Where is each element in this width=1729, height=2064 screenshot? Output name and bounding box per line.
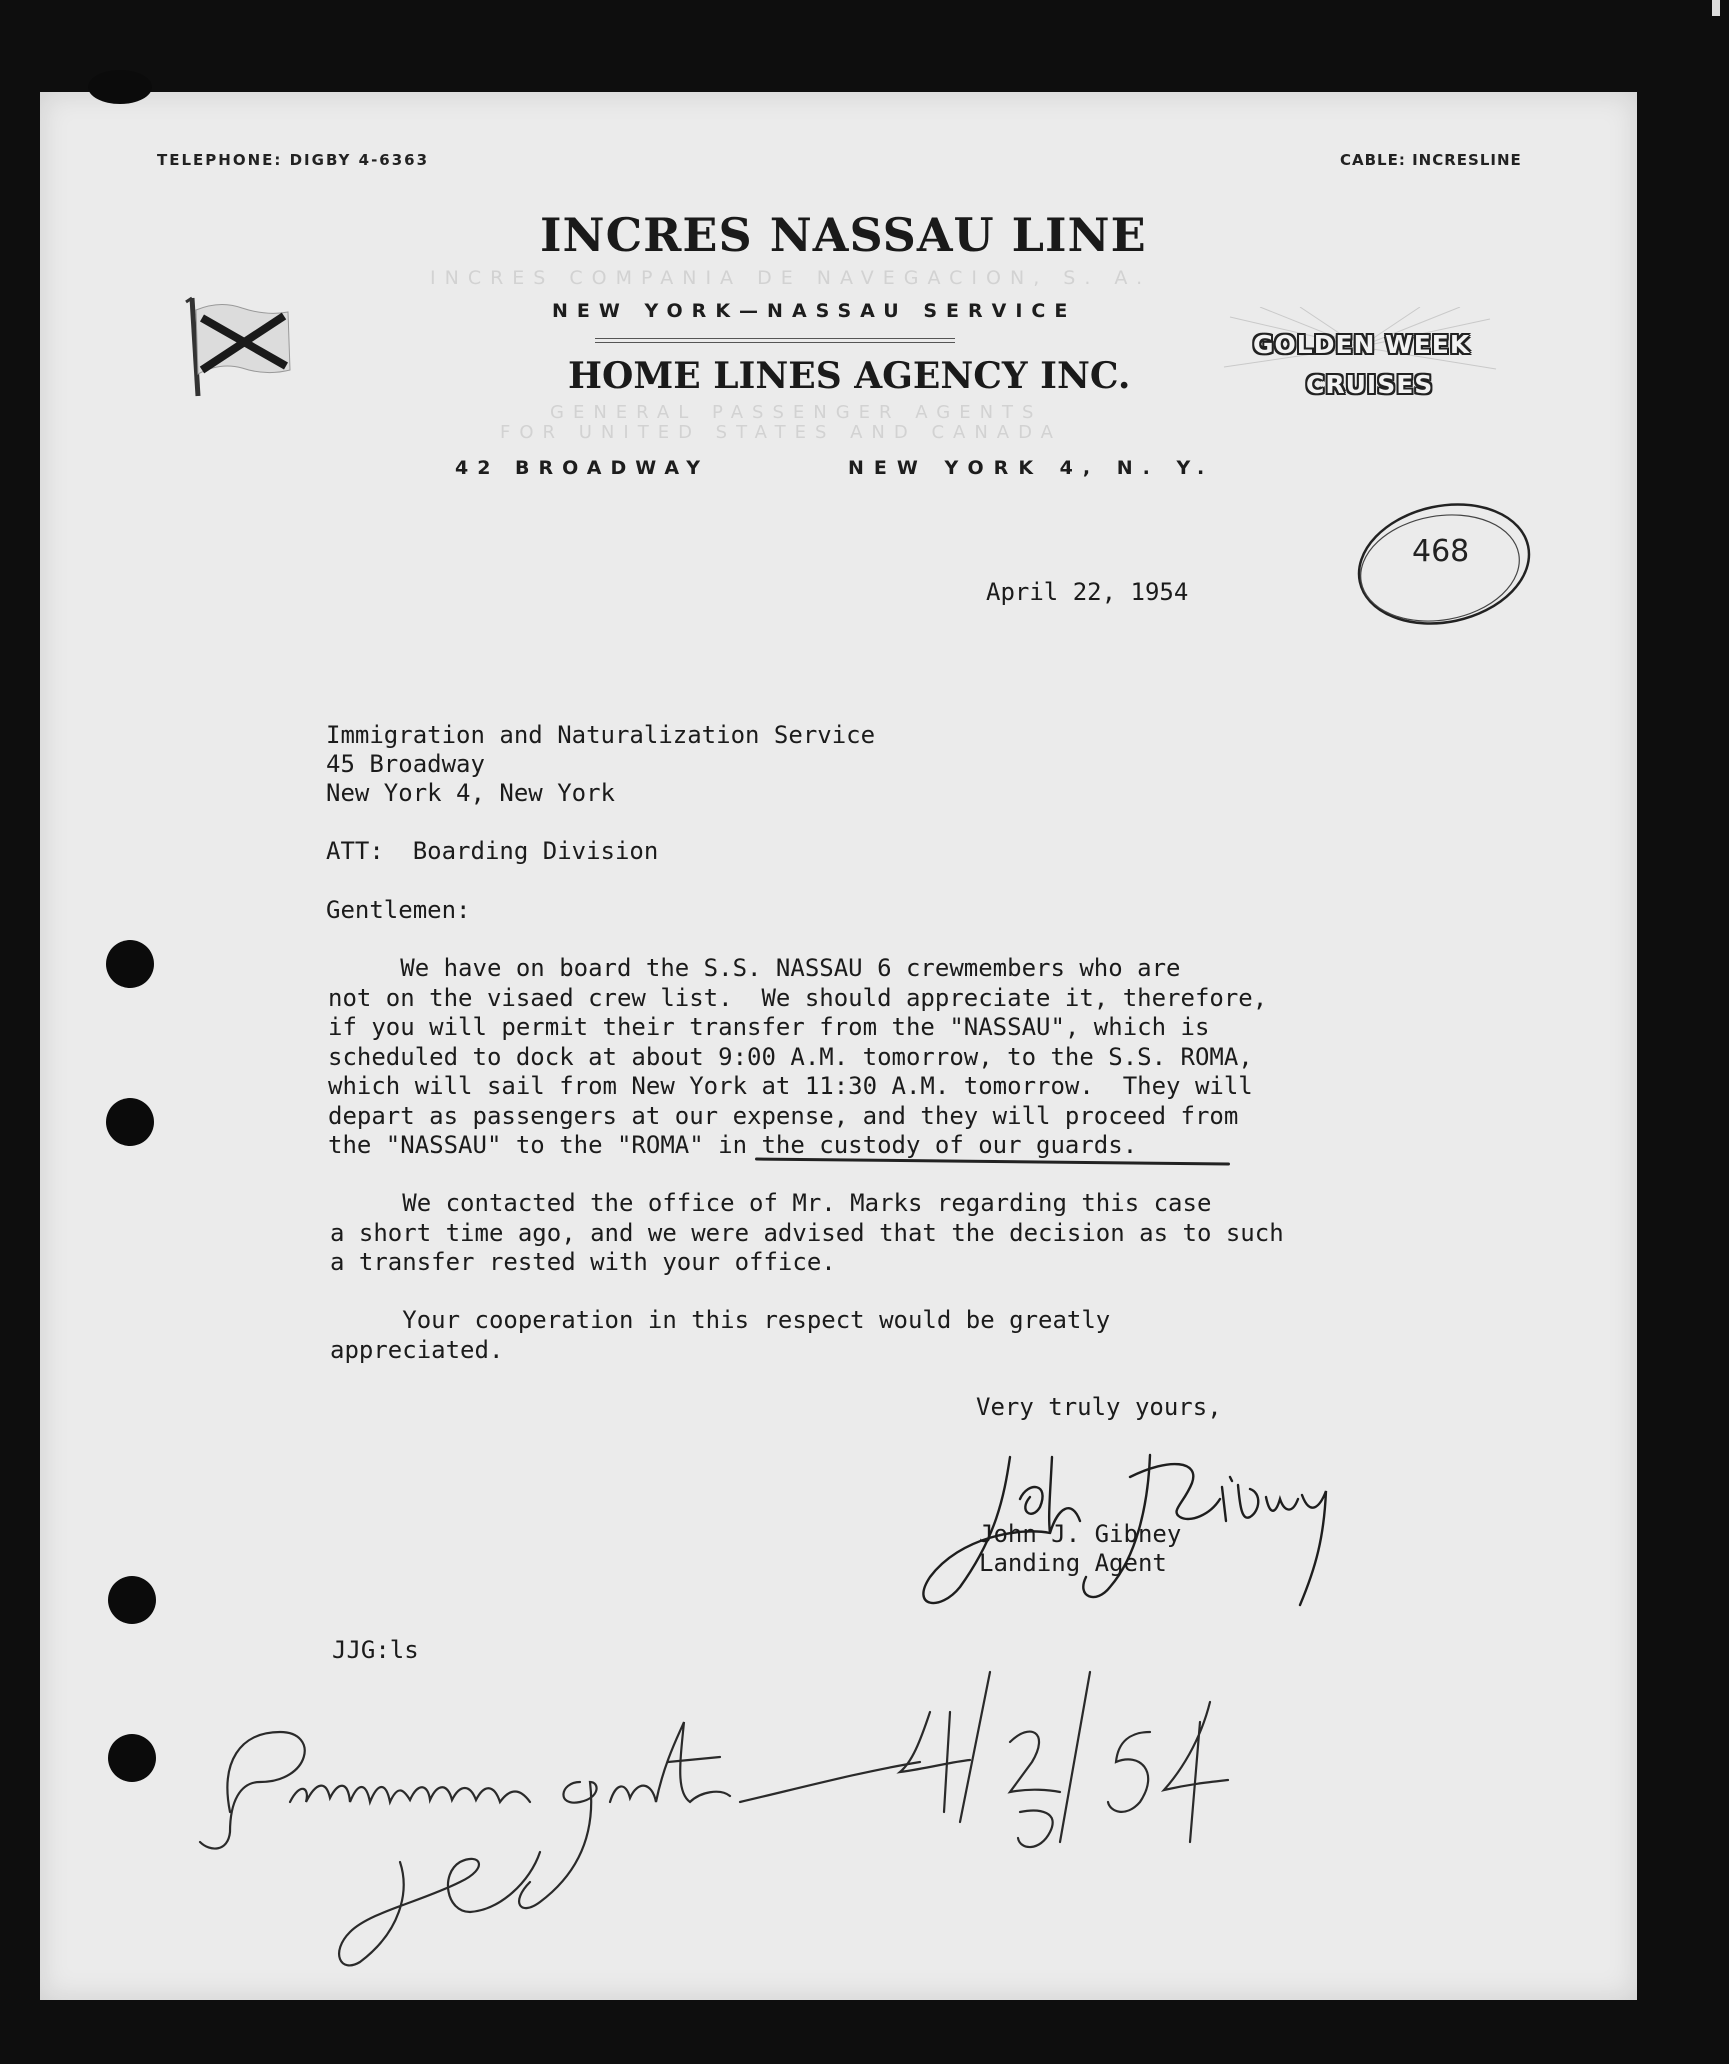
agency-subtitle-2: FOR UNITED STATES AND CANADA — [500, 422, 1062, 443]
paragraph-1-line: scheduled to dock at about 9:00 A.M. tomorrow, to the S.S. ROMA, — [328, 1042, 1253, 1071]
telephone-line: TELEPHONE: DIGBY 4-6363 — [157, 151, 430, 169]
typist-initials: JJG:ls — [332, 1636, 419, 1664]
paragraph-1-line: which will sail from New York at 11:30 A.M. tomorrow. They will — [328, 1072, 1253, 1100]
promo-line-2: CRUISES — [1306, 370, 1434, 399]
paragraph-2-line: We contacted the office of Mr. Marks regarding this case — [330, 1189, 1212, 1217]
punch-hole — [108, 1734, 156, 1782]
paragraph-1 — [328, 954, 1267, 1161]
street-address: 42 BROADWAY — [455, 457, 710, 479]
punch-hole — [106, 1098, 154, 1146]
recipient-line-1: Immigration and Naturalization Service — [326, 721, 876, 749]
company-subtitle: INCRES COMPANIA DE NAVEGACION, S. A. — [430, 267, 1152, 289]
salutation: Gentlemen: — [326, 896, 471, 924]
paragraph-1-line: the "NASSAU" to the "ROMA" in the custody of our guards. — [328, 1131, 1138, 1159]
punch-hole — [88, 70, 152, 104]
agency-subtitle-1: GENERAL PASSENGER AGENTS — [550, 402, 1043, 423]
punch-hole — [106, 940, 154, 988]
handwritten-note-icon — [160, 1612, 1240, 1992]
paragraph-2 — [330, 1189, 1284, 1278]
paragraph-1-line: We have on board the S.S. NASSAU 6 crewmembers who are — [328, 954, 1181, 982]
cable-line: CABLE: INCRESLINE — [1340, 151, 1522, 169]
file-number-circle-icon — [1340, 492, 1540, 652]
closing: Very truly yours, — [976, 1393, 1222, 1421]
company-name: INCRES NASSAU LINE — [540, 208, 1147, 262]
signature-text: John J. Gibney — [979, 1520, 1182, 1548]
flag-logo-icon — [180, 292, 300, 402]
letter-date: April 22, 1954 — [986, 578, 1189, 606]
promo-line-1: GOLDEN WEEK — [1253, 330, 1471, 359]
punch-hole — [108, 1576, 156, 1624]
attention-line: ATT: Boarding Division — [326, 837, 659, 865]
agency-name: HOME LINES AGENCY INC. — [568, 355, 1131, 397]
signer-title: Landing Agent — [979, 1549, 1167, 1577]
city-address: NEW YORK 4, N. Y. — [848, 457, 1215, 479]
recipient-line-3: New York 4, New York — [326, 779, 615, 807]
service-rule — [595, 338, 955, 343]
service-line: NEW YORK—NASSAU SERVICE — [552, 300, 1077, 322]
handwritten-initials-text — [40, 92, 41, 93]
paragraph-2-line: a transfer rested with your office. — [330, 1248, 836, 1276]
scan-edge-mark — [1712, 0, 1720, 16]
file-number: 468 — [1412, 534, 1470, 569]
paragraph-1-line: not on the visaed crew list. We should appreciate it, therefore, — [328, 983, 1268, 1012]
paragraph-3 — [330, 1306, 1110, 1365]
paragraph-1-line: if you will permit their transfer from the "NASSAU", which is — [328, 1013, 1210, 1041]
paragraph-3-line: appreciated. — [330, 1335, 504, 1364]
paragraph-3-line: Your cooperation in this respect would be greatly — [330, 1306, 1111, 1334]
recipient-line-2: 45 Broadway — [326, 750, 485, 778]
letter-page — [40, 92, 1637, 2000]
paragraph-1-line: depart as passengers at our expense, and they will proceed from — [328, 1101, 1239, 1130]
paragraph-2-line: a short time ago, and we were advised that the decision as to such — [330, 1218, 1284, 1247]
